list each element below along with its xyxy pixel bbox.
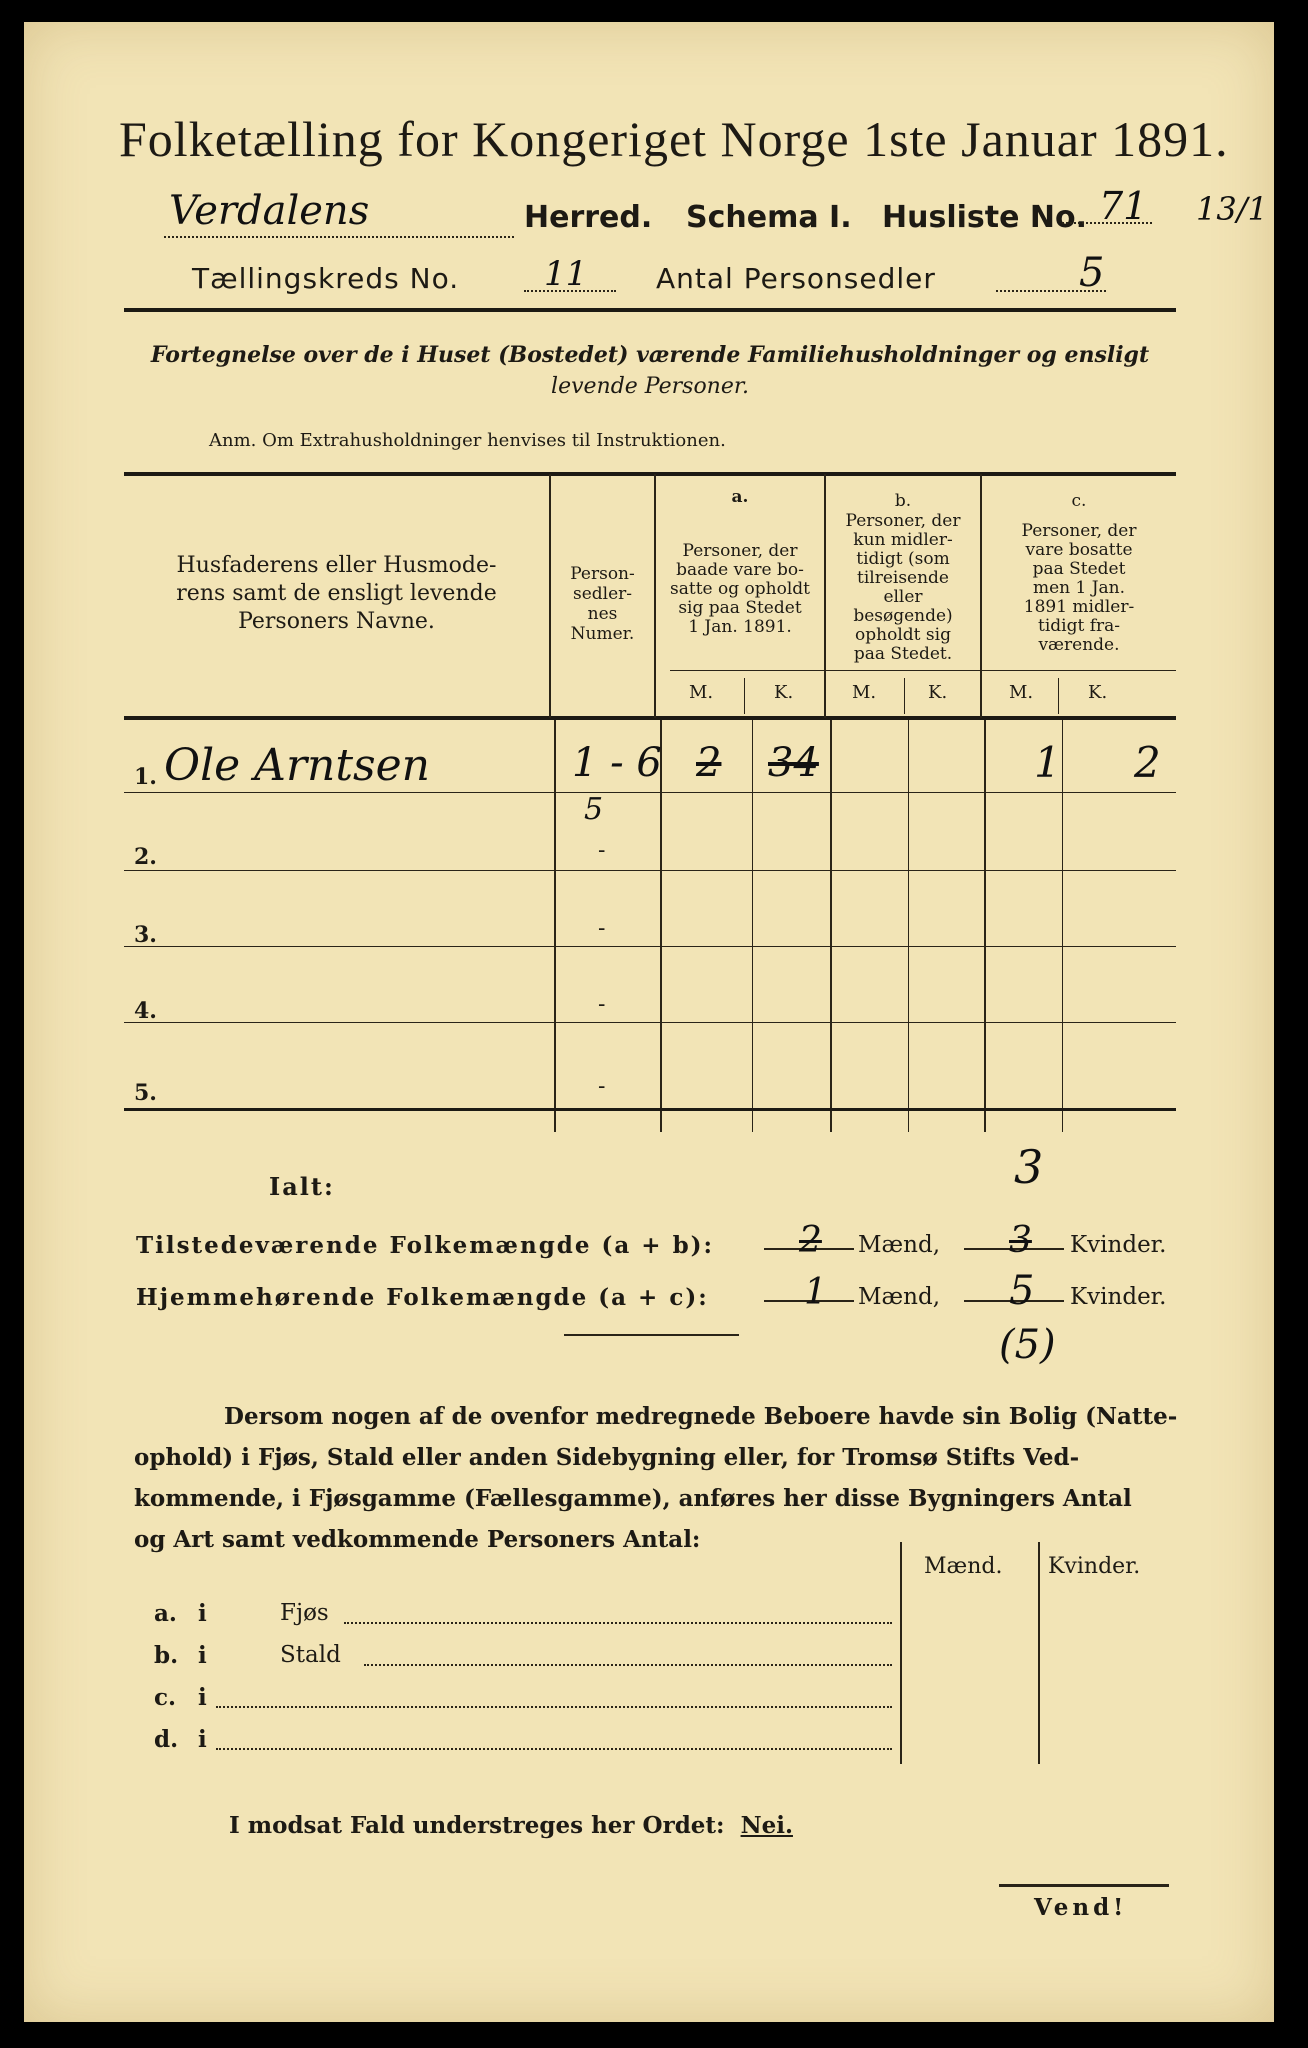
b-k-label: K. (928, 682, 948, 703)
ialt-label: Ialt: (269, 1172, 335, 1201)
buildings-line4: og Art samt vedkommende Personers Antal: (134, 1526, 701, 1553)
kreds-value: 11 (544, 254, 588, 294)
antal-label: Antal Personsedler (656, 262, 936, 295)
col-c-line3: paa Stedet (1032, 559, 1126, 579)
buildings-maend-head: Mænd. (924, 1554, 1003, 1579)
buildings-kvinder-head: Kvinder. (1048, 1554, 1141, 1579)
building-a-letter: a. (154, 1600, 177, 1627)
row-1-c-m: 1 (1034, 738, 1061, 787)
mk-line-c (1058, 678, 1059, 714)
row-1-c-k: 2 (1134, 738, 1161, 787)
col-b-line3: tidigt (som (856, 549, 950, 569)
col-a-line5: 1 Jan. 1891. (688, 617, 792, 637)
row-line-1 (124, 792, 1176, 793)
a-k-label: K. (774, 682, 794, 703)
census-form (24, 22, 1274, 2022)
col-b-line7: opholdt sig (855, 625, 951, 645)
husliste-value: 71 (1099, 184, 1148, 228)
total-line2-maend: Mænd, (858, 1284, 941, 1310)
buildings-line3: kommende, i Fjøsgamme (Fællesgamme), anføres her disse Bygningers Antal (134, 1485, 1132, 1512)
col-c-line7: værende. (1038, 635, 1120, 655)
building-b-letter: b. (154, 1642, 179, 1669)
building-c-dots (216, 1706, 892, 1708)
table-top-rule (124, 472, 1176, 476)
row-5-persnum: - (598, 1074, 606, 1099)
col-head-names (129, 552, 544, 636)
col-num-line1: Person- (570, 564, 635, 584)
vend-label: Vend! (1034, 1894, 1128, 1921)
col-c-line2: vare bosatte (1025, 540, 1133, 560)
col-num-line4: Numer. (570, 624, 635, 644)
building-b-dots (364, 1664, 892, 1666)
schema-label: Schema I. (686, 200, 852, 235)
col-a-line2: baade vare bo- (676, 560, 804, 580)
total-line2-m: 1 (804, 1272, 827, 1313)
row-2-number: 2. (134, 844, 157, 870)
total-line1-k: 3 (1009, 1220, 1032, 1261)
total-line1-maend: Mænd, (858, 1232, 941, 1258)
building-d-prep: i (198, 1726, 207, 1753)
mk-line-a (744, 678, 745, 714)
b-m-label: M. (852, 682, 877, 703)
table-header-rule (124, 716, 1176, 720)
body-col-line-1 (554, 720, 556, 1132)
total-line1-m: 2 (799, 1220, 822, 1261)
building-b-label: Stald (280, 1642, 341, 1668)
col-c-line1: Personer, der (1021, 521, 1137, 541)
col-names-line3: Personers Navne. (238, 609, 435, 634)
a-m-label: M. (689, 682, 714, 703)
husliste-label: Husliste No. (882, 200, 1087, 235)
col-names-line2: rens samt de ensligt levende (176, 581, 497, 606)
row-line-3 (124, 946, 1176, 947)
vend-rule (999, 1884, 1169, 1887)
row-2-persnum: - (598, 838, 606, 863)
total-line1-kvinder: Kvinder. (1070, 1232, 1167, 1258)
col-names-line1: Husfaderens eller Husmode- (176, 553, 497, 578)
buildings-line2: ophold) i Fjøs, Stald eller anden Sidebygning eller, for Tromsø Stifts Ved- (134, 1444, 1080, 1471)
col-a-letter: a. (731, 487, 749, 507)
row-4-number: 4. (134, 998, 157, 1024)
col-head-b (826, 512, 980, 664)
c-k-label: K. (1088, 682, 1108, 703)
row-line-2 (124, 870, 1176, 871)
col-b-line8: paa Stedet. (853, 644, 953, 664)
form-title: Folketælling for Kongeriget Norge 1ste Januar 1891. (119, 111, 1229, 167)
col-a-line3: satte og opholdt (670, 579, 810, 599)
row-5-number: 5. (134, 1080, 157, 1106)
ialt-note: 3 (1014, 1140, 1044, 1194)
buildings-col-line-1 (900, 1542, 902, 1764)
herred-field (164, 188, 514, 238)
body-col-line-2b (752, 720, 753, 1132)
col-head-number (551, 564, 654, 644)
building-a-dots (344, 1622, 892, 1624)
intro-line2: levende Personer. (551, 374, 749, 399)
col-num-line3: nes (587, 604, 618, 624)
antal-value: 5 (1079, 250, 1105, 296)
nei-word: Nei. (740, 1812, 793, 1839)
row-line-4 (124, 1022, 1176, 1023)
col-b-line6: besøgende) (853, 606, 953, 626)
buildings-col-line-2 (1038, 1542, 1040, 1764)
row-1-a-m: 2 (696, 740, 722, 786)
col-c-line5: 1891 midler- (1023, 597, 1135, 617)
col-head-a (656, 542, 824, 637)
col-c-line4: men 1 Jan. (1032, 578, 1126, 598)
table-bottom-rule (124, 1108, 1176, 1111)
building-b-prep: i (198, 1642, 207, 1669)
row-1-a-k: 34 (768, 740, 819, 786)
mk-rule (670, 670, 1176, 671)
building-a-prep: i (198, 1600, 207, 1627)
c-m-label: M. (1009, 682, 1034, 703)
row-3-number: 3. (134, 922, 157, 948)
nei-note (229, 1812, 793, 1839)
anm-note: Anm. Om Extrahusholdninger henvises til Instruktionen. (209, 430, 726, 451)
totals-divider (564, 1334, 739, 1336)
nei-note-text: I modsat Fald understreges her Ordet: (229, 1812, 725, 1839)
row-3-persnum: - (598, 916, 606, 941)
total-line2-note: (5) (999, 1322, 1056, 1368)
total-line2-kvinder: Kvinder. (1070, 1284, 1167, 1310)
body-col-line-3b (908, 720, 909, 1132)
building-d-dots (216, 1748, 892, 1750)
col-a-line4: sig paa Stedet (678, 598, 802, 618)
total-line2-k: 5 (1009, 1268, 1035, 1314)
row-1-persnum: 1 - 6 (572, 740, 662, 786)
husliste-extra: 13/1 (1196, 190, 1268, 228)
buildings-line1: Dersom nogen af de ovenfor medregnede Beboere havde sin Bolig (Natte- (224, 1403, 1178, 1430)
buildings-paragraph (134, 1396, 1184, 1560)
total-line2-label: Hjemmehørende Folkemængde (a + c): (136, 1284, 709, 1311)
col-head-c (982, 522, 1176, 655)
kreds-label: Tællingskreds No. (192, 262, 460, 295)
row-4-persnum: - (598, 992, 606, 1017)
herred-label: Herred. (524, 200, 653, 235)
col-b-line1: Personer, der (845, 511, 961, 531)
col-b-line4: tilreisende (856, 568, 949, 588)
col-a-line1: Personer, der (682, 541, 798, 561)
building-c-letter: c. (154, 1684, 177, 1711)
col-num-line2: sedler- (572, 584, 633, 604)
row-1-number: 1. (134, 764, 157, 790)
col-c-letter: c. (1071, 491, 1087, 511)
intro-line1: Fortegnelse over de i Huset (Bostedet) værende Familiehusholdninger og ensligt (150, 342, 1150, 368)
col-b-line2: kun midler- (853, 530, 953, 550)
col-c-line6: tidigt fra- (1037, 616, 1120, 636)
total-line1-label: Tilstedeværende Folkemængde (a + b): (136, 1232, 715, 1259)
col-b-line5: eller (883, 587, 923, 607)
col-b-letter: b. (894, 491, 912, 511)
header-rule (124, 308, 1176, 312)
row-1-persnum2: 5 (584, 792, 604, 827)
body-col-line-3 (830, 720, 832, 1132)
body-col-line-4 (984, 720, 986, 1132)
row-1-name: Ole Arntsen (164, 740, 430, 791)
mk-line-b (904, 678, 905, 714)
building-a-label: Fjøs (280, 1600, 329, 1626)
building-d-letter: d. (154, 1726, 179, 1753)
body-col-line-4b (1062, 720, 1063, 1132)
herred-value: Verdalens (169, 188, 370, 234)
building-c-prep: i (198, 1684, 207, 1711)
